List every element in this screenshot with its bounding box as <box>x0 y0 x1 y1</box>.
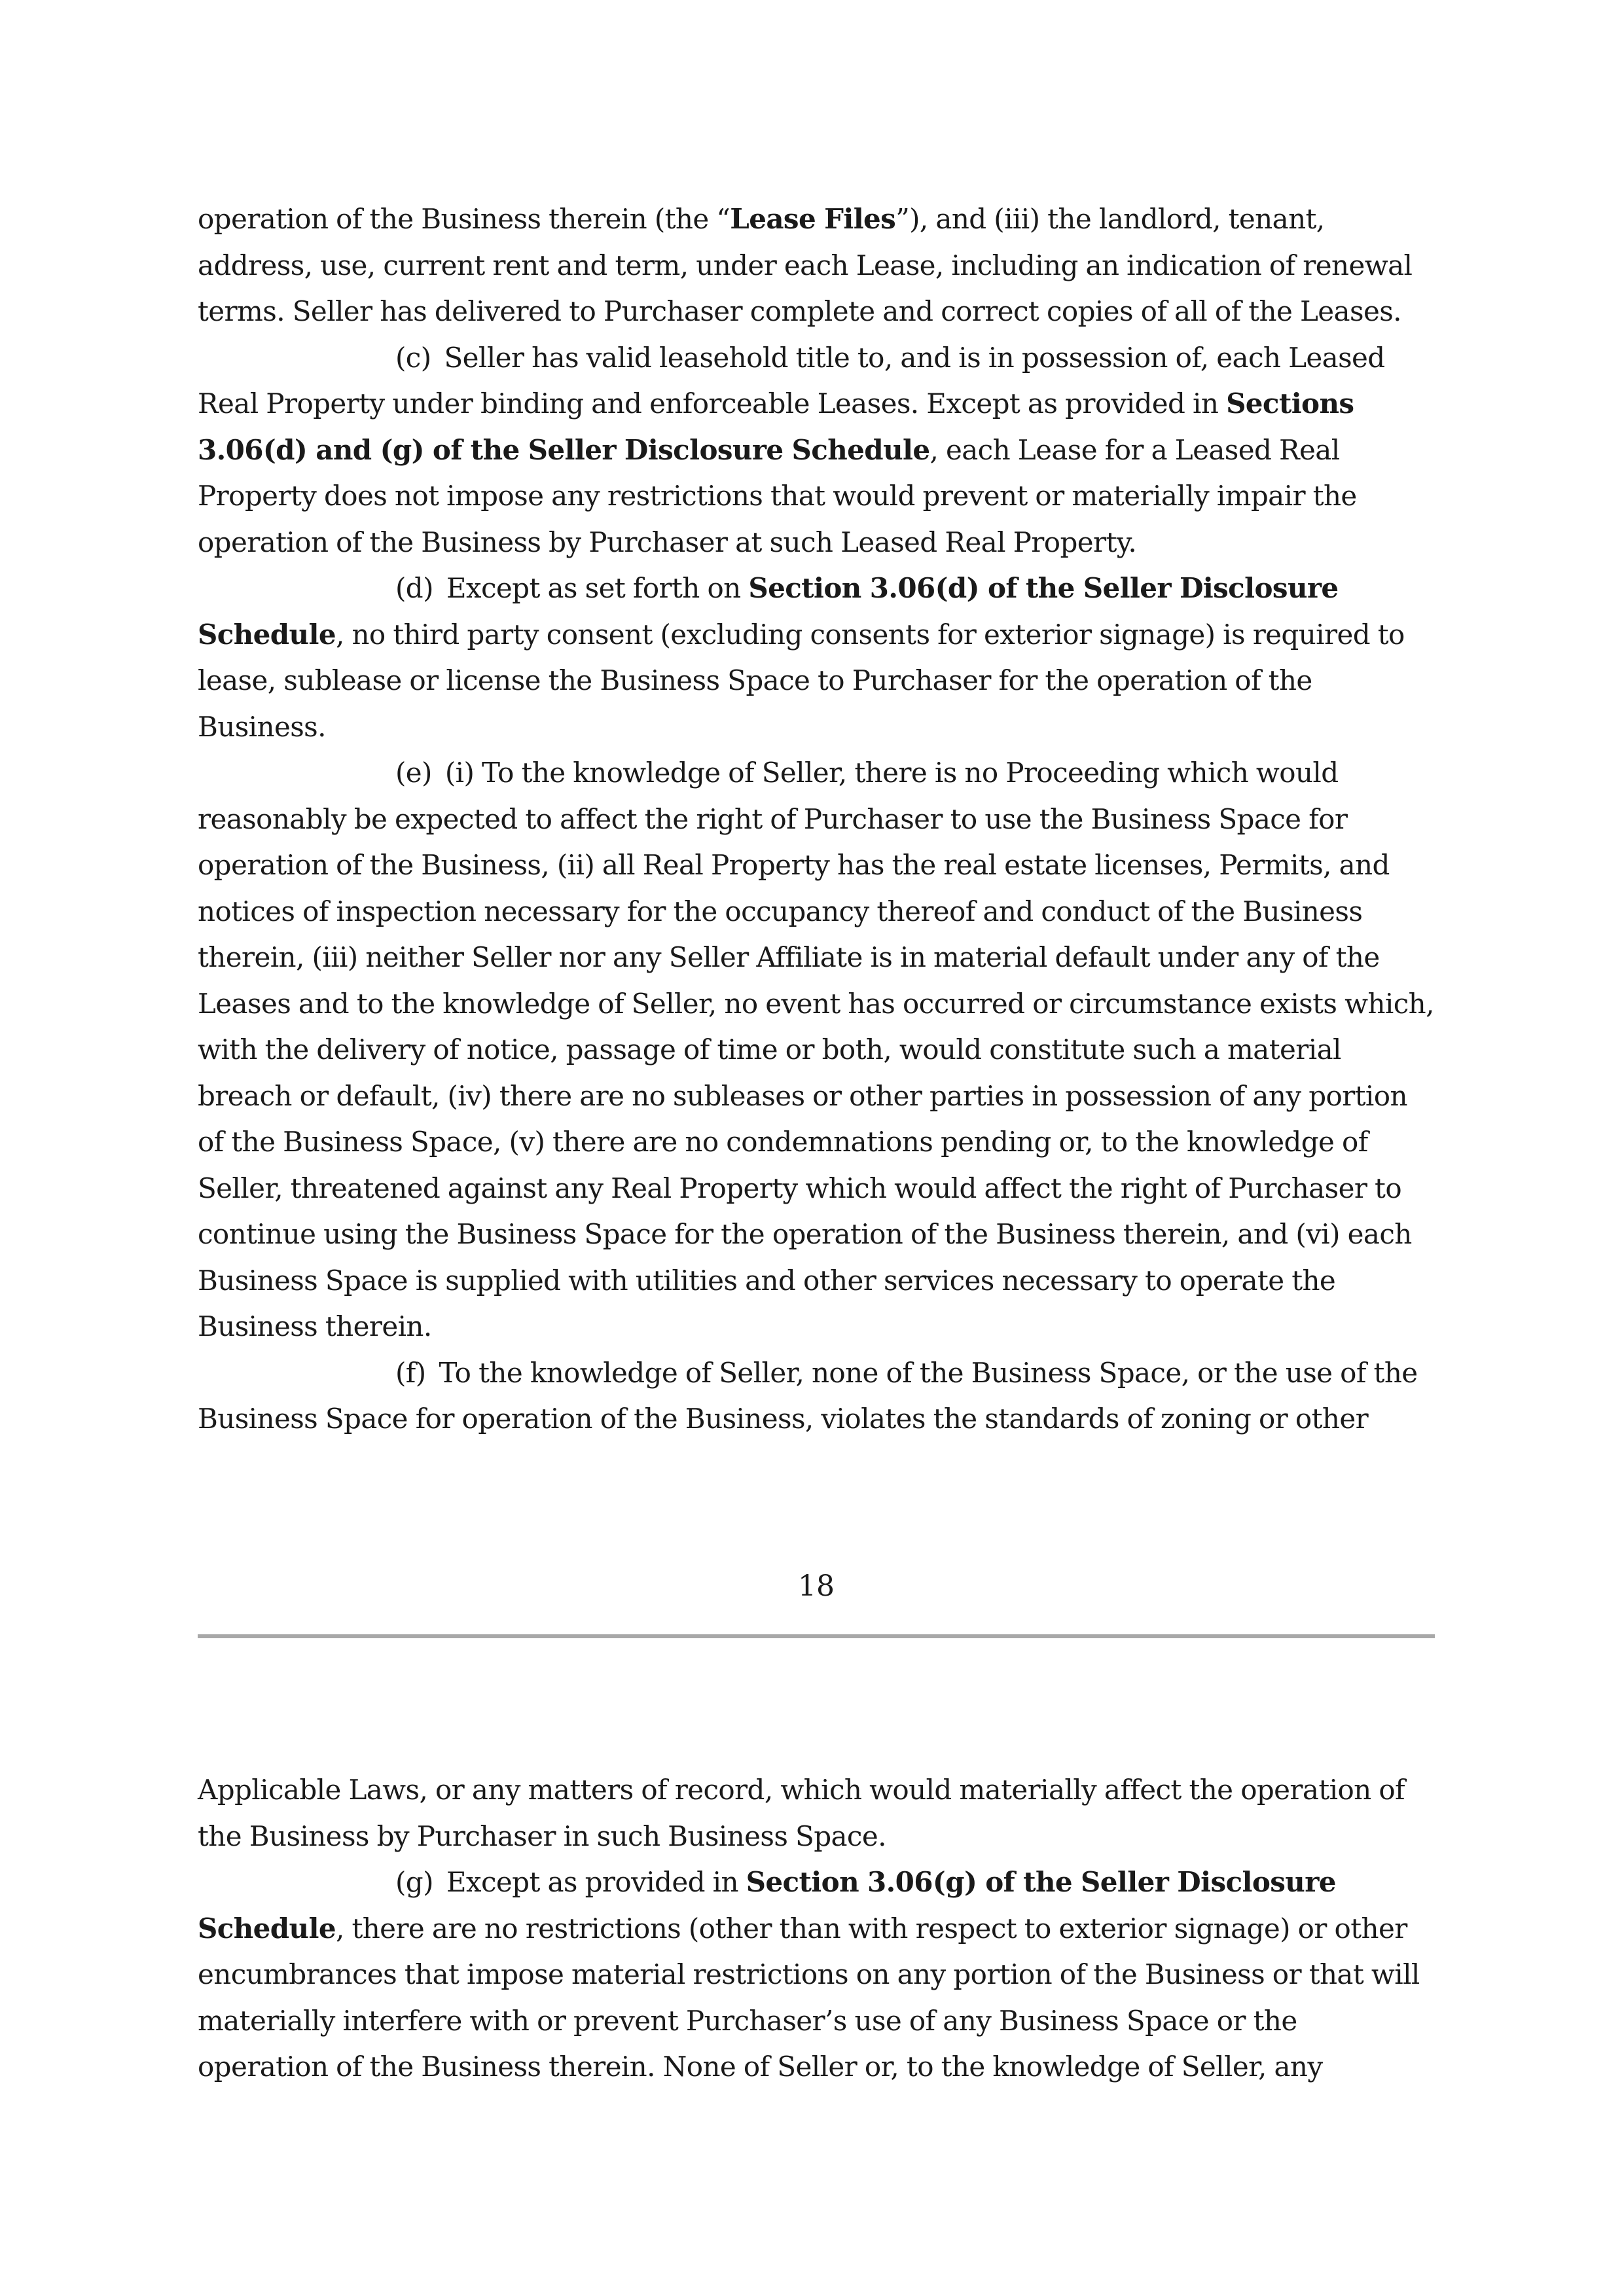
paragraph-b-continuation: operation of the Business therein (the “Lease Files”), and (iii) the landlord, tenant, address, use, current rent and term, under each Lease, including an indication of renewal terms. Seller has delivered to Purchaser complete and correct copies of all of the Leases. <box>198 203 1413 327</box>
subsection-label: (e) <box>395 757 432 789</box>
paragraph-d: (d) Except as set forth on Section 3.06(d) of the Seller Disclosure Schedule, no third party consent (excluding consents for exterior signage) is required to lease, sublease or license the Business Space to Purchaser for the operation of the Business. <box>198 572 1405 743</box>
schedule-reference: Section 3.06(d) of the Seller Disclosure Schedule <box>198 572 1339 651</box>
page-number: 18 <box>798 1570 835 1603</box>
paragraph-g: (g) Except as provided in Section 3.06(g) of the Seller Disclosure Schedule, there are no restrictions (other than with respect to exterior signage) or other encumbrances that impose material restrictions on any portion of the Business or that will materially interfere with or prevent Purchaser’s use of any Business Space or the operation of the Business therein. None of Seller or, to the knowledge of Seller, any <box>198 1866 1420 2083</box>
paragraph-f: (f) To the knowledge of Seller, none of the Business Space, or the use of the Business Space for operation of the Business, violates the standards of zoning or other <box>198 1356 1418 1435</box>
subsection-label: (d) <box>395 572 433 604</box>
schedule-reference: Sections 3.06(d) and (g) of the Seller Disclosure Schedule <box>198 387 1354 466</box>
paragraph-e: (e) (i) To the knowledge of Seller, there is no Proceeding which would reasonably be expected to affect the right of Purchaser to use the Business Space for operation of the Business, (ii) all Real Property has the real estate licenses, Permits, and notices of inspection necessary for the occupancy thereof and conduct of the Business therein, (iii) neither Seller nor any Seller Affiliate is in material default under any of the Leases and to the knowledge of Seller, no event has occurred or circumstance exists which, with the delivery of notice, passage of time or both, would constitute such a material breach or default, (iv) there are no subleases or other parties in possession of any portion of the Business Space, (v) there are no condemnations pending or, to the knowledge of Seller, threatened against any Real Property which would affect the right of Purchaser to continue using the Business Space for the operation of the Business therein, and (vi) each Business Space is supplied with utilities and other services necessary to operate the Business therein. <box>198 757 1434 1342</box>
subsection-label: (g) <box>395 1866 433 1898</box>
paragraph-c: (c) Seller has valid leasehold title to, and is in possession of, each Leased Real Property under binding and enforceable Leases. Except as provided in Sections 3.06(d) and (g) of the Seller Disclosure Schedule, each Lease for a Leased Real Property does not impose any restrictions that would prevent or materially impair the operation of the Business by Purchaser at such Leased Real Property. <box>198 341 1385 558</box>
subsection-label: (f) <box>395 1356 426 1389</box>
defined-term-lease-files: Lease Files <box>730 203 896 235</box>
page-19-body <box>198 1767 1435 2090</box>
subsection-label: (c) <box>395 341 431 374</box>
paragraph-f-continuation: Applicable Laws, or any matters of record, which would materially affect the operation of the Business by Purchaser in such Business Space. <box>198 1774 1405 1852</box>
page-divider <box>198 1634 1435 1638</box>
page-18-body <box>198 196 1435 1443</box>
schedule-reference: Section 3.06(g) of the Seller Disclosure Schedule <box>198 1866 1336 1945</box>
